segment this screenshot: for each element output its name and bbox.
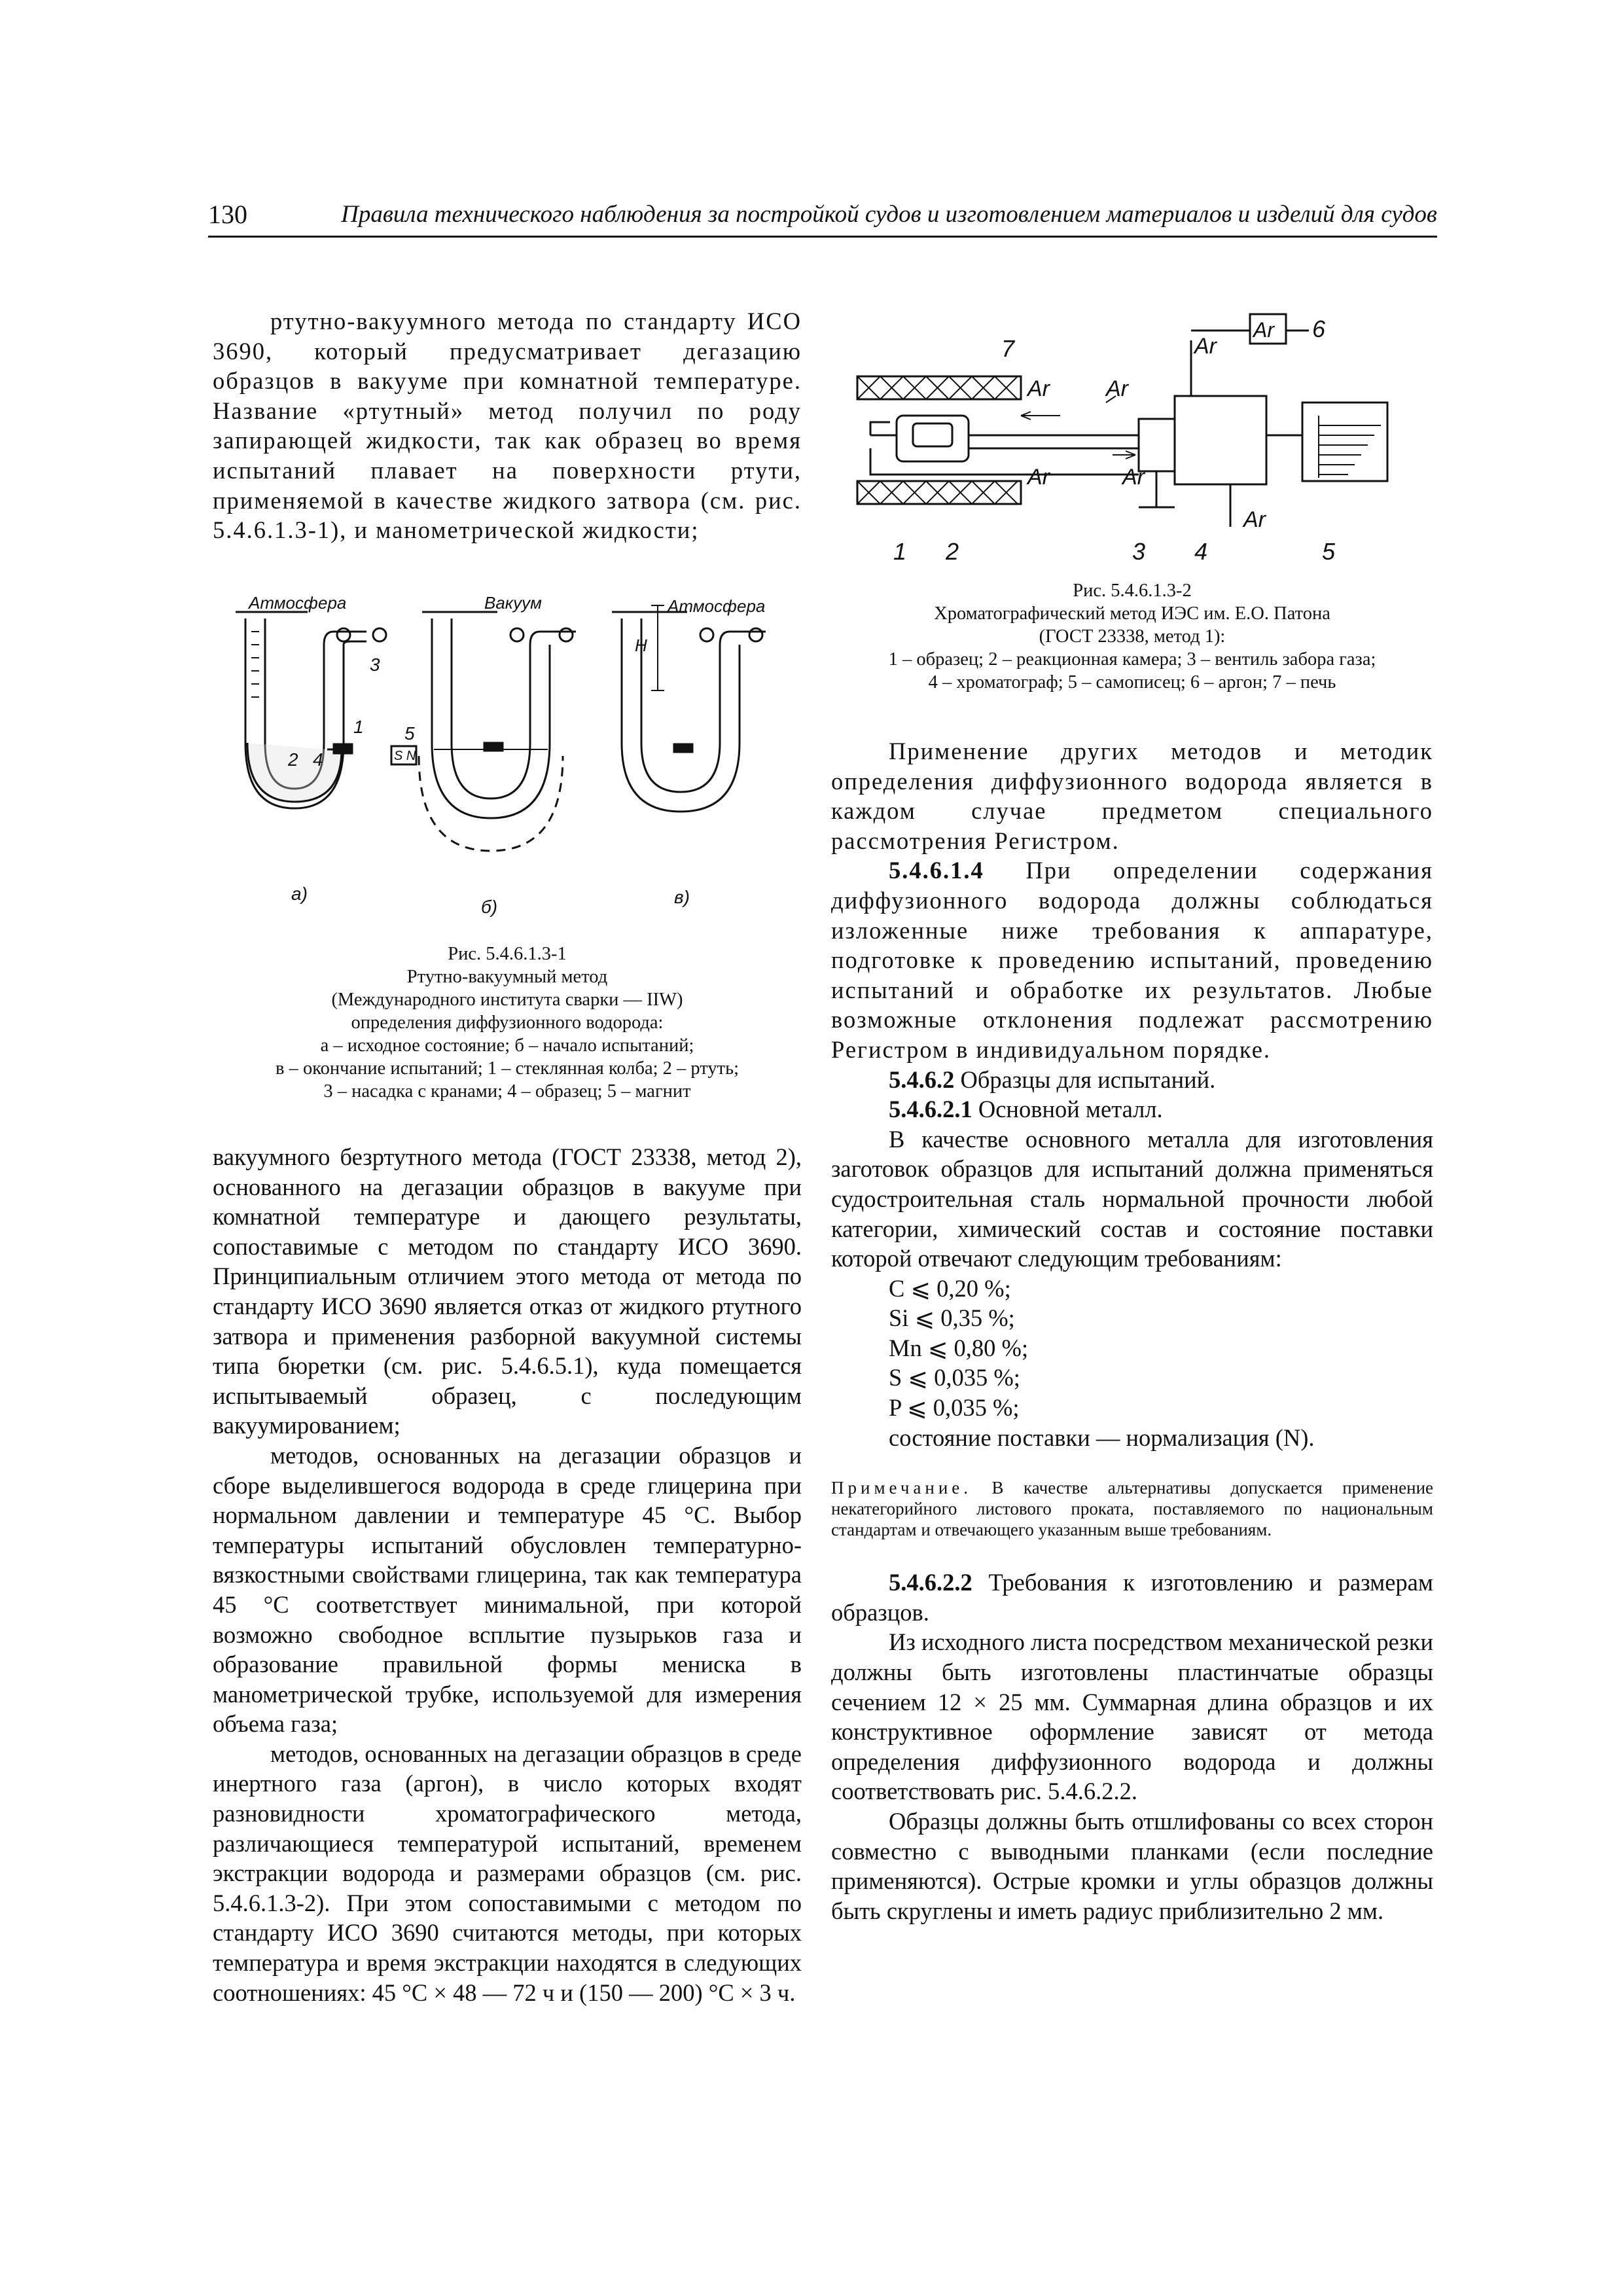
chromatograph [1175, 340, 1266, 527]
req-silicon: Si ⩽ 0,35 %; [889, 1304, 1015, 1332]
ar-label-1: Ar [1027, 376, 1050, 401]
section-number-54622: 5.4.6.2.2 [889, 1569, 972, 1596]
req-carbon: C ⩽ 0,20 %; [889, 1274, 1011, 1302]
heading-5462 [831, 1065, 1433, 1095]
ar-label-2: Ar [1106, 376, 1128, 401]
paragraph-cutting: Из исходного листа посредством механической резки должны быть изготовлены пластинчатые образцы сечением 12 × 25 мм. Суммарная длина образцов и их конструктивное оформление зависят от метода определения диффузионного водорода и должны соответствовать рис. 5.4.6.2.2. [831, 1628, 1433, 1805]
req-phosphorus: P ⩽ 0,035 %; [889, 1394, 1020, 1422]
figure1-caption-line3: определения диффузионного водорода: [351, 1013, 664, 1033]
section-text-5461-4: При определении содержания диффузионного водорода должны соблюдаться изложенные ниже требования к аппаратуре, подготовке к проведению испытаний, проведению испытаний и обработке их результатов. Любые возможные отклонения подлежат рассмотрению Регистром в индивидуальном порядке. [831, 857, 1433, 1063]
figure1-caption-line4: а – исходное состояние; б – начало испытаний; [320, 1035, 694, 1056]
label-1: 1 [353, 717, 364, 737]
label-magnet: S N [394, 749, 416, 763]
label-5: 5 [1322, 538, 1336, 565]
label-sub-a: а) [291, 884, 308, 904]
paragraph-mercury-free: вакуумного безртутного метода (ГОСТ 23338, метод 2), основанного на дегазации образцов в вакууме при комнатной температуре и дающего результаты, сопоставимые с методом по стандарту ИСО 3690. Принципиальным отличием этого метода от метода по стандарту ИСО 3690 является отказ от жидкого ртутного затвора и применения разборной вакуумной системы типа бюретки (см. рис. 5.4.6.5.1), куда помещается испытываемый образец, с последующим вакуумированием; [213, 1143, 802, 1439]
label-7: 7 [1001, 335, 1015, 362]
label-5: 5 [404, 723, 415, 744]
label-3: 3 [1132, 538, 1146, 565]
figure-mercury-vacuum [223, 592, 798, 933]
label-6: 6 [1312, 315, 1326, 342]
left-text-bottom [213, 1142, 802, 2007]
paragraph-grinding: Образцы должны быть отшлифованы со всех сторон совместно с выводными планками (если последние применяются). Острые кромки и углы образцов должны быть скруглены и иметь радиус приблизительно 2 мм. [831, 1808, 1433, 1924]
section-number-54621: 5.4.6.2.1 [889, 1096, 972, 1123]
label-4: 4 [1194, 538, 1208, 565]
running-title: Правила технического наблюдения за постройкой судов и изготовлением материалов и изделий для судов [341, 201, 1437, 228]
label-2: 2 [946, 538, 959, 565]
figure2-caption-line3: 1 – образец; 2 – реакционная камера; 3 – вентиль забора газа; [888, 649, 1376, 670]
heading-54621 [831, 1094, 1433, 1124]
label-height-h: H [635, 636, 647, 655]
figure2-caption [831, 579, 1433, 694]
figure1-caption-line1: Ртутно-вакуумный метод [406, 967, 608, 987]
req-manganese: Mn ⩽ 0,80 %; [889, 1334, 1029, 1361]
paragraph-glycerin: методов, основанных на дегазации образцов и сборе выделившегося водорода в среде глицерина при нормальном давлении и температуре 45 °С. Выбор температуры испытаний обусловлен температурно-вязкостными свойствами глицерина, так как температура 45 °С соответствует минимальной, при которой возможно свободное всплытие пузырьков газа и образование правильной формы мениска в манометрической трубке, используемой для измерения объема газа; [213, 1441, 802, 1738]
note-text: В качестве альтернативы допускается применение некатегорийного листового проката, поставляемого по национальным стандартам и отвечающего указанным выше требованиям. [831, 1478, 1433, 1540]
reaction-chamber [870, 416, 1139, 475]
label-atmosphere-1: Атмосфера [249, 593, 347, 613]
paragraph-other-methods: Применение других методов и методик определения диффузионного водорода является в каждом случае предметом специального рассмотрения Регистром. [831, 738, 1433, 854]
gas-valve [1139, 419, 1175, 507]
label-sub-b: б) [481, 897, 498, 917]
ar-label-6: Ar [1253, 318, 1274, 342]
req-sulfur: S ⩽ 0,035 %; [889, 1364, 1020, 1391]
figure2-caption-line4: 4 – хроматограф; 5 – самописец; 6 – аргон; 7 – печь [928, 672, 1336, 692]
paragraph-argon: методов, основанных на дегазации образцов в среде инертного газа (аргон), в число которых входят разновидности хроматографического метода, различающиеся температурой испытаний, временем экстракции водорода и размерами образцов (см. рис. 5.4.6.1.3-2). При этом сопоставимыми с методом по стандарту ИСО 3690 считаются методы, при которых температура и время экстракции находятся в следующих соотношениях: 45 °С × 48 — 72 ч и (150 — 200) °С × 3 ч. [213, 1740, 802, 2006]
recorder [1266, 403, 1387, 481]
section-number-5462: 5.4.6.2 [889, 1066, 955, 1093]
page-header [208, 196, 1437, 238]
section-text-54622: Требования к изготовлению и размерам образцов. [831, 1569, 1433, 1626]
ar-label-4: Ar [1027, 465, 1050, 490]
label-4: 4 [313, 749, 323, 770]
figure2-caption-line1: Хроматографический метод ИЭС им. Е.О. Патона [934, 603, 1330, 624]
figure-chromatographic [851, 304, 1427, 573]
figure1-caption [213, 942, 802, 1103]
figure1-caption-line5: в – окончание испытаний; 1 – стеклянная колба; 2 – ртуть; [275, 1058, 739, 1079]
u-tube-a [236, 612, 386, 808]
ar-label-3: Ar [1194, 334, 1217, 359]
furnace [857, 376, 1021, 504]
figure2-caption-line2: (ГОСТ 23338, метод 1): [1039, 626, 1226, 647]
left-text-top [213, 306, 802, 545]
right-text [831, 736, 1433, 1926]
paragraph-5461-4 [831, 855, 1433, 1064]
label-vacuum: Вакуум [484, 593, 542, 613]
req-delivery-state: состояние поставки — нормализация (N). [889, 1424, 1315, 1451]
label-atmosphere-2: Атмосфера [668, 596, 766, 616]
figure1-caption-line2: (Международного института сварки — IIW) [331, 990, 683, 1010]
label-2: 2 [288, 749, 298, 770]
paragraph-base-metal: В качестве основного металла для изготовления заготовок образцов для испытаний должна применяться судостроительная сталь нормальной прочности любой категории, химический состав и состояние поставки которой отвечают следующим требованиям: [831, 1125, 1433, 1272]
section-text-5462: Образцы для испытаний. [954, 1066, 1216, 1093]
paragraph-mercury-method: ртутно-вакуумного метода по стандарту ИСО 3690, который предусматривает дегазацию образцов в вакууме при комнатной температуре. Название «ртутный» метод получил по роду запирающей жидкости, так как образец во время испытаний плавает на поверхности ртути, применяемой в качестве жидкого затвора (см. рис. 5.4.6.1.3-1), и манометрической жидкости; [213, 308, 802, 544]
note [831, 1477, 1433, 1540]
u-tube-b [391, 612, 576, 851]
label-1: 1 [893, 538, 907, 565]
requirements-list [831, 1274, 1433, 1453]
figure1-caption-title: Рис. 5.4.6.1.3-1 [448, 944, 567, 964]
section-text-54621: Основной металл. [972, 1096, 1163, 1123]
section-number-5461-4: 5.4.6.1.4 [889, 857, 984, 884]
figure1-caption-line6: 3 – насадка с кранами; 4 – образец; 5 – магнит [323, 1081, 691, 1102]
label-sub-c: в) [674, 887, 690, 907]
note-label: Примечание. [831, 1478, 972, 1498]
label-3: 3 [370, 655, 380, 675]
figure2-caption-title: Рис. 5.4.6.1.3-2 [1073, 581, 1192, 601]
page-number: 130 [208, 200, 247, 229]
ar-label-5: Ar [1122, 465, 1145, 490]
heading-54622 [831, 1568, 1433, 1627]
ar-label-7: Ar [1243, 507, 1266, 532]
